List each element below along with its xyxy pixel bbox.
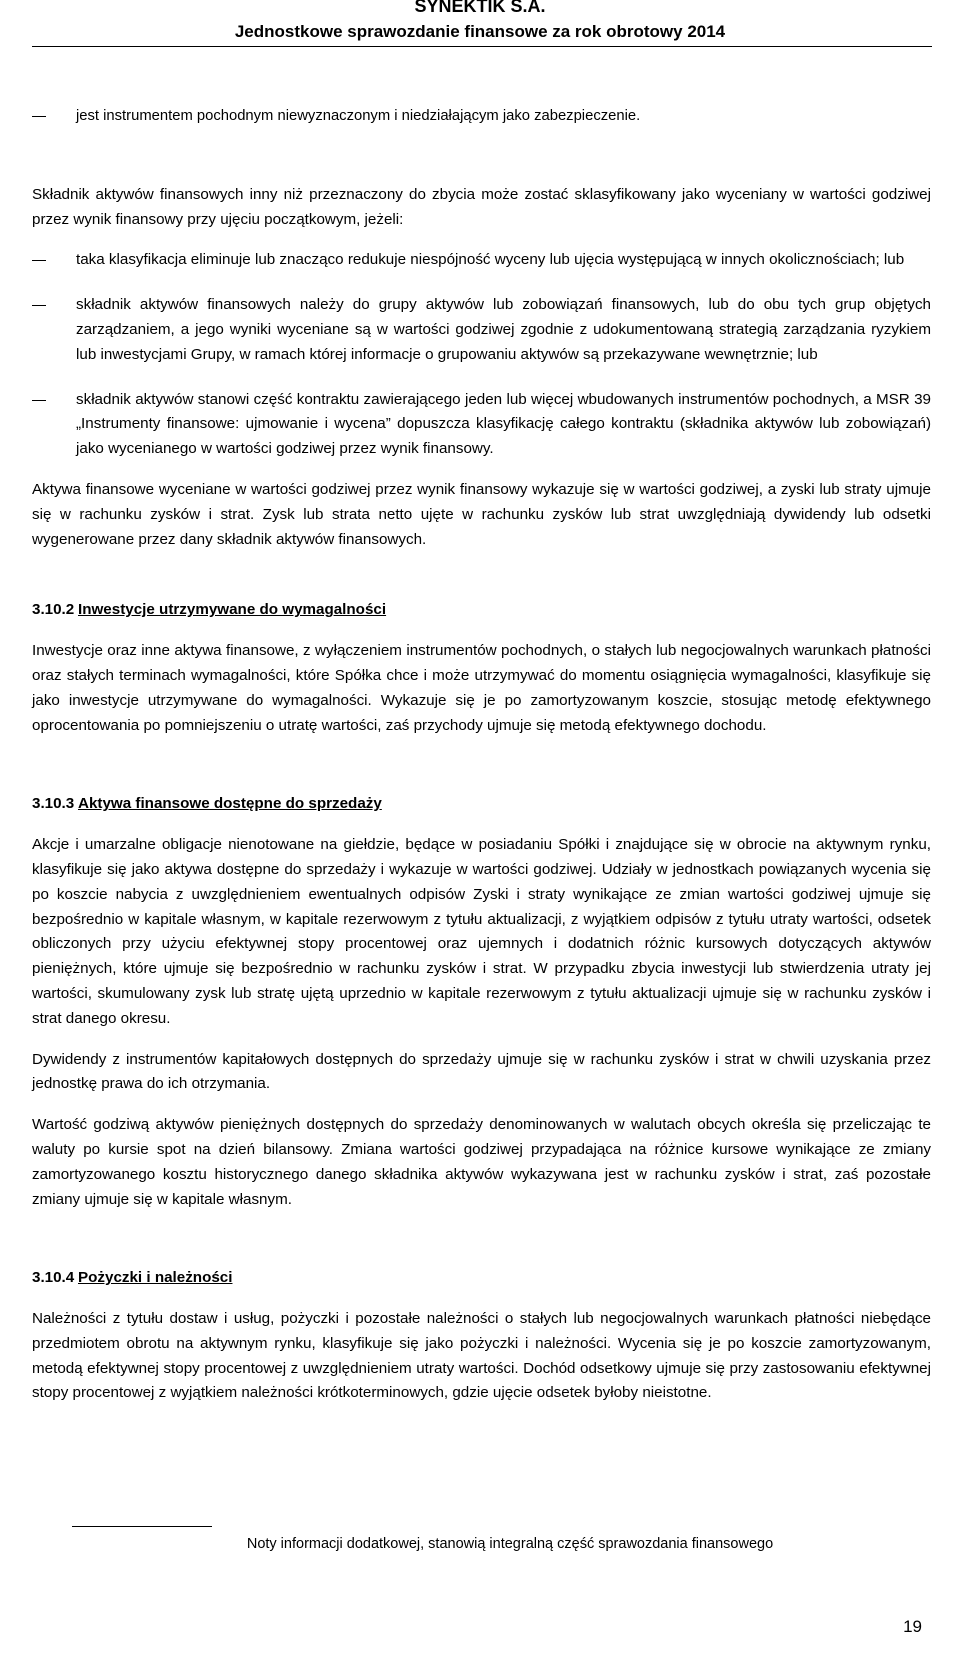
paragraph: Należności z tytułu dostaw i usług, pożyczki i pozostałe należności o stałych lub negocjowalnych warunkach płatności niebędące przedmiotem obrotu na aktywnym rynku, klasyfikuje się jako pożyczki i należności. Wycenia się je po koszcie zamortyzowanym, metodą efektywnej stopy procentowej z uwzględnieniem utraty wartości. Dochód odsetkowy ujmuje się przy zastosowaniu efektywnej stopy procentowej z wyjątkiem należności krótkoterminowych, gdzie ujęcie odsetek byłoby nieistotne. bbox=[32, 1310, 931, 1402]
bullet-item bbox=[32, 293, 931, 367]
paragraph: Akcje i umarzalne obligacje nienotowane na giełdzie, będące w posiadaniu Spółki i znajdujące się w obrocie na aktywnym rynku, klasyfikuje się jako aktywa dostępne do sprzedaży i wykazuje w wartości godziwej. Udziały w jednostkach powiązanych wycenia się po koszcie nabycia z uwzględnieniem ewentualnych odpisów Zyski i straty wynikające ze zmian wartości godziwej ujmuje się bezpośrednio w kapitale własnym, w kapitale rezerwowym z tytułu aktualizacji, z wyjątkiem odpisów z tytułu utraty wartości, odsetek obliczonych przy użyciu efektywnej stopy procentowej oraz ujemnych i dodatnich różnic kursowych dotyczących aktywów pieniężnych, które ujmuje się bezpośrednio w rachunku zysków i strat. W przypadku zbycia inwestycji lub stwierdzenia utraty jej wartości, skumulowany zysk lub stratę ujętą uprzednio w kapitale rezerwowym z tytułu aktualizacji ujmuje się w rachunku zysków i strat danego okresu. bbox=[32, 836, 931, 1027]
section-title: Inwestycje utrzymywane do wymagalności bbox=[78, 601, 387, 619]
section-heading bbox=[32, 792, 931, 817]
bullet-item bbox=[32, 104, 931, 129]
bullet-text: składnik aktywów finansowych należy do grupy aktywów lub zobowiązań finansowych, lub do obu tych grup objętych zarządzaniem, a jego wyniki wyceniane są w wartości godziwej zgodnie z udokumentowaną strategią zarządzania ryzykiem lub inwestycjami Grupy, w ramach której informacje o grupowaniu aktywów są przekazywane wewnętrznie; lub bbox=[76, 296, 931, 363]
paragraph: Inwestycje oraz inne aktywa finansowe, z wyłączeniem instrumentów pochodnych, o stałych lub negocjowalnych warunkach płatności oraz stałych terminach wymagalności, które Spółka chce i może utrzymywać do momentu osiągnięcia wymagalności, klasyfikuje się jako inwestycje utrzymywane do wymagalności. Wykazuje się je po zamortyzowanym koszcie, stosując metodę efektywnego oprocentowania po pomniejszeniu o utratę wartości, zaś przychody ujmuje się metodą efektywnego dochodu. bbox=[32, 642, 931, 734]
section-title: Aktywa finansowe dostępne do sprzedaży bbox=[78, 795, 382, 813]
bullet-text: jest instrumentem pochodnym niewyznaczonym i niedziałającym jako zabezpieczenie. bbox=[76, 108, 641, 124]
section-heading bbox=[32, 1266, 931, 1291]
page-number: 19 bbox=[903, 1617, 922, 1636]
bullet-item bbox=[32, 248, 931, 273]
paragraph: Składnik aktywów finansowych inny niż przeznaczony do zbycia może zostać sklasyfikowany jako wyceniany w wartości godziwej przez wynik finansowy przy ujęciu początkowym, jeżeli: bbox=[32, 185, 931, 228]
bullet-item bbox=[32, 388, 931, 462]
page-header bbox=[0, 0, 960, 44]
report-title: Jednostkowe sprawozdanie finansowe za rok obrotowy 2014 bbox=[234, 22, 726, 41]
footer-divider bbox=[72, 1526, 212, 1527]
section-number: 3.10.3 bbox=[32, 795, 75, 813]
company-name: SYNEKTIK S.A. bbox=[414, 0, 546, 16]
dash-bullet-icon bbox=[32, 400, 46, 401]
bullet-text: składnik aktywów stanowi część kontraktu zawierającego jeden lub więcej wbudowanych instrumentów pochodnych, a MSR 39 „Instrumenty finansowe: ujmowanie i wycena” dopuszcza klasyfikację całego kontraktu (składnika aktywów lub zobowiązań) jako wycenianego w wartości godziwej przez wynik finansowy. bbox=[76, 390, 931, 458]
section-number: 3.10.4 bbox=[32, 1269, 75, 1287]
dash-bullet-icon bbox=[32, 116, 46, 117]
footer-note: Noty informacji dodatkowej, stanowią integralną część sprawozdania finansowego bbox=[246, 1536, 774, 1552]
paragraph: Aktywa finansowe wyceniane w wartości godziwej przez wynik finansowy wykazuje się w wartości godziwej, a zyski lub straty ujmuje się w rachunku zysków i strat. Zysk lub strata netto ujęte w rachunku zysków lub strat uwzględniają dywidendy lub odsetki wygenerowane przez dany składnik aktywów finansowych. bbox=[32, 480, 931, 548]
section-heading bbox=[32, 598, 931, 623]
paragraph: Dywidendy z instrumentów kapitałowych dostępnych do sprzedaży ujmuje się w rachunku zysków i strat w chwili uzyskania przez jednostkę prawa do ich otrzymania. bbox=[32, 1050, 931, 1093]
paragraph: Wartość godziwą aktywów pieniężnych dostępnych do sprzedaży denominowanych w walutach obcych określa się przeliczając te waluty po kursie spot na dzień bilansowy. Zmiana wartości godziwej przypadająca na różnice kursowe wynikające ze zmiany zamortyzowanego kosztu historycznego danego składnika aktywów wykazywana jest w rachunku zysków i strat, zaś pozostałe zmiany ujmuje się w kapitale własnym. bbox=[32, 1116, 931, 1208]
section-title: Pożyczki i należności bbox=[78, 1269, 233, 1287]
section-number: 3.10.2 bbox=[32, 601, 75, 619]
dash-bullet-icon bbox=[32, 260, 46, 261]
header-divider bbox=[32, 46, 932, 47]
bullet-text: taka klasyfikacja eliminuje lub znacząco redukuje niespójność wyceny lub ujęcia występującą w innych okolicznościach; lub bbox=[76, 251, 905, 269]
document-body bbox=[32, 104, 931, 1406]
dash-bullet-icon bbox=[32, 305, 46, 306]
